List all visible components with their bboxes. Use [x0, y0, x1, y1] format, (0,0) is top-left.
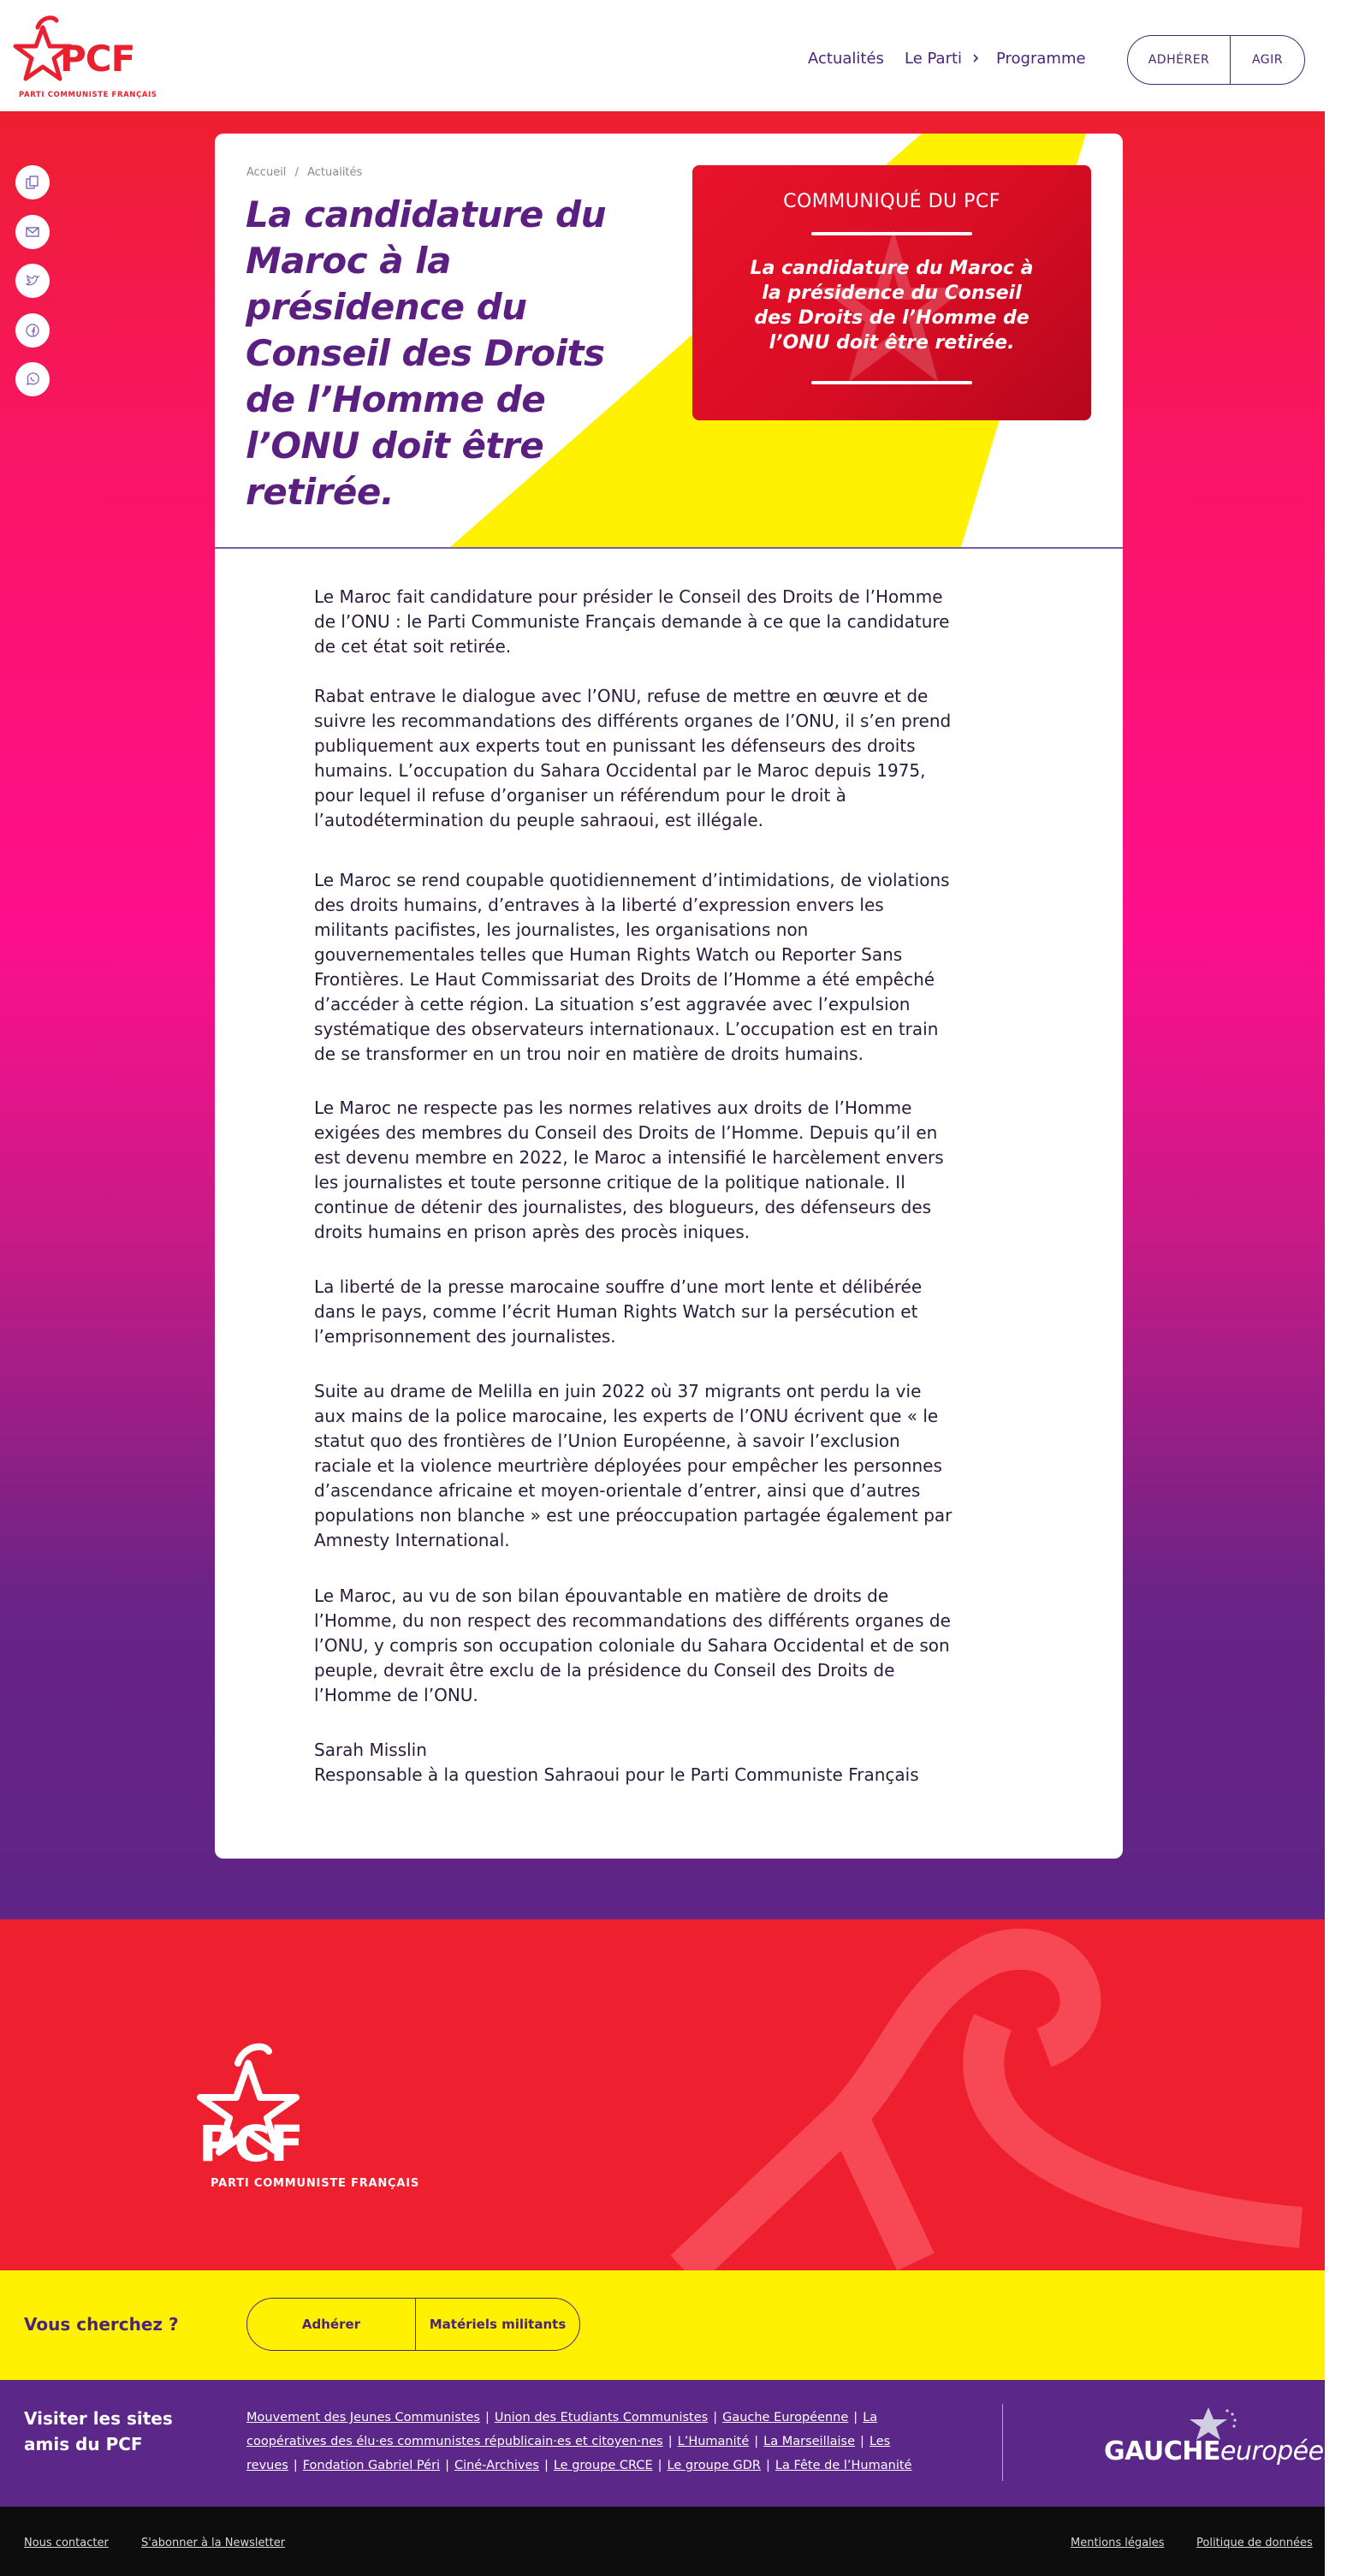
facebook-icon — [24, 322, 41, 339]
site-link[interactable]: La coopératives des élu·es communistes républicain·es et citoyen·nes — [246, 2411, 878, 2448]
communique-text: La candidature du Maroc à la présidence du Conseil des Droits de l’Homme de l’ONU doit être retirée. — [750, 258, 1034, 354]
nav-le-parti-label: Le Parti — [905, 50, 963, 68]
footer-logo-subtitle: PARTI COMMUNISTE FRANÇAIS — [211, 2177, 420, 2190]
nav-actualites[interactable]: Actualités — [808, 50, 884, 68]
article-paragraph: Le Maroc fait candidature pour présider le Conseil des Droits de l’Homme de l’ONU : le Parti Communiste Français demande à ce que la candidature de cet état soit retirée. — [314, 586, 950, 657]
page-title: La candidature du Maroc à la présidence du Conseil des Droits de l’Homme de l’ONU doit être retirée. — [246, 193, 606, 513]
breadcrumb-current[interactable]: Actualités — [307, 166, 363, 179]
logo-text[interactable]: PCF — [60, 38, 135, 80]
share-whatsapp[interactable] — [15, 362, 50, 396]
communique-divider-top — [811, 232, 972, 235]
agir-button[interactable]: AGIR — [1230, 36, 1304, 84]
article-paragraph: Rabat entrave le dialogue avec l’ONU, refuse de mettre en œuvre et de suivre les recommandations des différents organes de l’ONU, il s’en prend publiquement aux experts tout en punissant les défenseurs des droits humains. L’occupation du Sahara Occidental par le Maroc depuis 1975, pour lequel il refuse d’organiser un référendum pour le droit à l’autodétermination du peuple sahraoui, est illégale. — [314, 686, 952, 830]
nav-programme[interactable]: Programme — [996, 50, 1086, 68]
legal-link[interactable]: Mentions légales — [1071, 2537, 1165, 2549]
site-link[interactable]: Gauche Européenne — [722, 2411, 849, 2424]
breadcrumb-separator: / — [294, 166, 299, 179]
hero-divider — [215, 547, 1123, 549]
article-paragraph: Le Maroc se rend coupable quotidiennement d’intimidations, de violations des droits humains, d’entraves à la liberté d’expression envers les militants pacifistes, les journalistes, les organisations non gouvernementales telles que Human Rights Watch ou Reporter Sans Frontières. Le Haut Commissariat des Droits de l’Homme a été empêché d’accéder à cette région. La situation s’est aggravée avec l’expulsion systématique des observateurs internationaux. L’occupation est en train de se transformer en un trou noir en matière de droits humains. — [314, 870, 950, 1064]
site-header — [0, 0, 1325, 111]
site-link[interactable]: Ciné-Archives — [454, 2459, 539, 2472]
communique-divider-bottom — [811, 381, 972, 384]
footer-divider — [1002, 2404, 1003, 2481]
site-link[interactable]: Le groupe CRCE — [553, 2459, 653, 2472]
site-link[interactable]: Le groupe GDR — [667, 2459, 761, 2472]
article-paragraph: La liberté de la presse marocaine souffre d’une mort lente et délibérée dans le pays, comme l’écrit Human Rights Watch sur la persécution et l’emprisonnement des journalistes. — [314, 1276, 923, 1347]
newsletter-link[interactable]: S'abonner à la Newsletter — [141, 2537, 286, 2549]
footer-adherer-button[interactable]: Adhérer — [301, 2317, 361, 2332]
article-card — [215, 134, 1123, 1859]
signature-name: Sarah Misslin — [314, 1740, 427, 1760]
site-link[interactable]: L’Humanité — [677, 2435, 750, 2448]
share-mail[interactable] — [15, 215, 50, 249]
article-paragraph: Le Maroc ne respecte pas les normes relatives aux droits de l’Homme exigées des membres du Conseil des Droits de l’Homme. Depuis qu’il en est devenu membre en 2022, le Maroc a intensifié le harcèlement envers les journalistes et toute personne critique de la politique nationale. Il continue de détenir des journalistes, des blogueurs, des défenseurs des droits humains en prison après des procès iniques. — [314, 1098, 944, 1242]
contact-link[interactable]: Nous contacter — [24, 2537, 109, 2549]
share-copy[interactable] — [15, 165, 50, 199]
site-link[interactable]: Les revues — [246, 2435, 891, 2472]
share-twitter[interactable] — [15, 264, 50, 298]
copy-icon — [24, 174, 41, 191]
footer-logo-band — [0, 1919, 1325, 2270]
breadcrumb — [246, 166, 367, 179]
logo-subtitle: PARTI COMMUNISTE FRANÇAIS — [19, 91, 157, 99]
mail-icon — [24, 223, 41, 241]
footer-star-watermark-icon — [633, 1919, 1335, 2270]
gauche-europeenne-logo[interactable] — [1104, 2436, 1371, 2466]
twitter-icon — [24, 272, 41, 289]
search-label: Vous cherchez ? — [24, 2314, 179, 2335]
article-hero — [215, 134, 1123, 547]
share-facebook[interactable] — [15, 313, 50, 348]
gauche-italic: européenne — [1220, 2436, 1371, 2466]
breadcrumb-home[interactable]: Accueil — [246, 166, 287, 179]
communique-label: COMMUNIQUÉ DU PCF — [783, 191, 1000, 212]
site-link[interactable]: Fondation Gabriel Péri — [302, 2459, 441, 2472]
adherer-button[interactable]: ADHÉRER — [1148, 53, 1210, 67]
privacy-link[interactable]: Politique de données — [1196, 2537, 1313, 2549]
article-paragraph: Le Maroc, au vu de son bilan épouvantable en matière de droits de l’Homme, du non respect des recommandations des différents organes de l’ONU, y compris son occupation coloniale du Sahara Occidental et de son peuple, devrait être exclu de la présidence du Conseil des Droits de l’Homme de l’ONU. — [314, 1585, 951, 1705]
site-link[interactable]: La Marseillaise — [763, 2435, 856, 2448]
signature-role: Responsable à la question Sahraoui pour le Parti Communiste Français — [314, 1764, 919, 1785]
header-actions — [1127, 35, 1305, 85]
friends-sites-label: Visiter les sites amis du PCF — [24, 2408, 173, 2454]
footer-logo-text[interactable]: PCF — [199, 2115, 303, 2173]
chevron-right-icon — [970, 53, 981, 63]
search-band — [0, 2270, 1325, 2380]
search-actions — [246, 2298, 580, 2351]
site-link[interactable]: Mouvement des Jeunes Communistes — [246, 2411, 480, 2424]
article-paragraph: Suite au drame de Melilla en juin 2022 où 37 migrants ont perdu la vie aux mains de la police marocaine, les experts de l’ONU écrivent que « le statut quo des frontières de l’Union Européenne, à savoir l’exclusion raciale et la violence meurtrière déployées pour empêcher les personnes d’ascendance africaine et moyen-orientale d’entrer, ainsi que d’autres populations non blanche » est une préoccupation partagée également par Amnesty International. — [314, 1381, 953, 1550]
gauche-bold: GAUCHE — [1104, 2436, 1220, 2466]
site-link[interactable]: Union des Etudiants Communistes — [494, 2411, 709, 2424]
nav-le-parti[interactable] — [905, 50, 981, 68]
materiels-militants-button[interactable]: Matériels militants — [415, 2299, 579, 2350]
friends-sites-links: Mouvement des Jeunes Communistes | Union des Etudiants Communistes | Gauche Européenne | La coopératives des élu·es communistes républicain·es et citoyen·nes | L’Humanité | La Marseillaise | Les revues | Fondation Gabriel Péri | Ciné-Archives | Le groupe CRCE | Le groupe GDR | La Fête de l’Humanité — [246, 2411, 912, 2472]
site-link[interactable]: La Fête de l’Humanité — [775, 2459, 912, 2472]
whatsapp-icon — [24, 371, 41, 388]
communique-box — [692, 165, 1091, 420]
